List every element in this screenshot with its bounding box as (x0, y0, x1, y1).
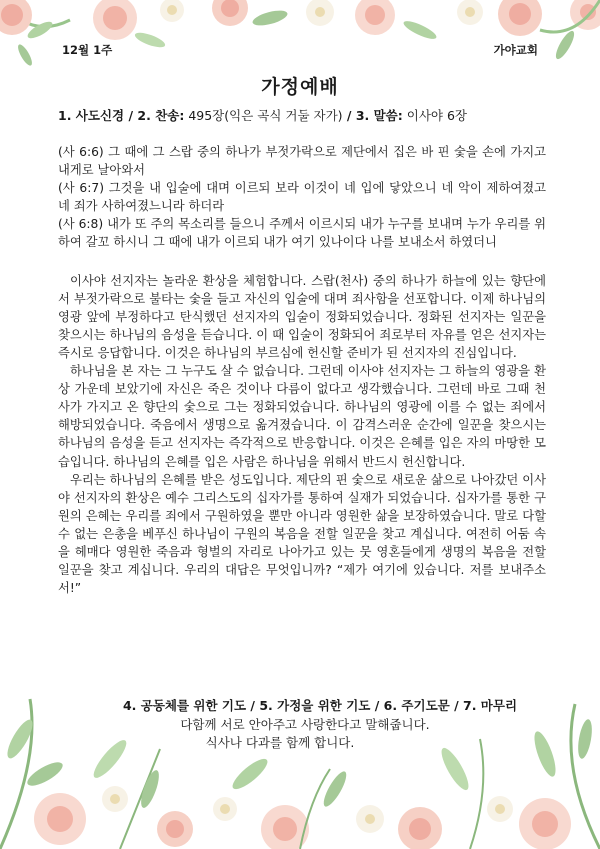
worship-order (58, 106, 548, 124)
closing-order: 4. 공동체를 위한 기도 / 5. 가정을 위한 기도 / 6. 주기도문 / 7. 마무리 (122, 698, 518, 713)
order-item-scripture: 3. 말씀: (355, 108, 403, 123)
header-row (62, 42, 538, 58)
closing-section (0, 697, 600, 753)
sermon-text (58, 272, 546, 598)
verse-8: (사 6:8) 내가 또 주의 목소리를 들으니 주께서 이르시되 내가 누구를 보내며 누가 우리를 위하여 갈꼬 하시니 그 때에 내가 이르되 내가 여기 있나이다 나를 보내소서 하였더니 (58, 217, 546, 250)
scripture-passage: 이사야 6장 (402, 108, 467, 123)
hymn-title: 495장(익은 곡식 거둘 자가) (184, 108, 343, 123)
order-item-creed: 1. 사도신경 (58, 108, 125, 123)
verse-6: (사 6:6) 그 때에 그 스랍 중의 하나가 부젓가락으로 제단에서 집은 바 핀 숯을 손에 가지고 내게로 날아와서 (58, 145, 546, 178)
closing-instruction-hug: 다함께 서로 안아주고 사랑한다고 말해줍니다. (180, 716, 430, 732)
main-content (58, 143, 546, 597)
sermon-paragraph-1: 이사야 선지자는 놀라운 환상을 체험합니다. 스랍(천사) 중의 하나가 하늘에 있는 향단에서 부젓가락으로 불타는 숯을 들고 자신의 입술에 대며 죄사함을 선포합니다. 이제 하나님의 영광 앞에 부정하다고 탄식했던 선지자의 입술이 정화되었습니다. 정화된 선지자는 일꾼을 찾으시는 하나님의 음성을 듣습니다. 이 때 입술이 정화되어 죄로부터 자유를 얻은 선지자는 즉시로 응답합니다. 이것은 하나님의 부르심에 헌신할 준비가 된 선지자의 진심입니다. (58, 273, 546, 360)
order-separator: / (342, 108, 356, 123)
scripture-verses (58, 143, 546, 252)
page-title: 가정예배 (261, 76, 339, 98)
verse-7: (사 6:7) 그것을 내 입술에 대며 이르되 보라 이것이 네 입에 닿았으니 네 악이 제하여졌고 네 죄가 사하여졌느니라 하더라 (58, 181, 546, 214)
order-separator: / (124, 108, 138, 123)
week-label: 12월 1주 (62, 43, 113, 57)
order-item-hymn: 2. 찬송: (137, 108, 185, 123)
sermon-paragraph-2: 하나님을 본 자는 그 누구도 살 수 없습니다. 그런데 이사야 선지자는 그 하늘의 영광을 환상 가운데 보았기에 자신은 죽은 것이나 다름이 없다고 생각했습니다. 그런데 바로 그때 천사가 가지고 온 향단의 숯으로 그는 정화되었습니다. 하나님의 영광에 이를 수 없는 죄에서 해방되었습니다. 죽음에서 생명으로 옮겨졌습니다. 이 감격스러운 순간에 일꾼을 찾으시는 하나님의 음성을 듣고 선지자는 즉각적으로 반응합니다. 이것은 은혜를 입은 자의 마땅한 모습입니다. 하나님의 은혜를 입은 사람은 하나님을 위해서 반드시 헌신합니다. (58, 364, 546, 469)
closing-instruction-meal: 식사나 다과를 함께 합니다. (205, 735, 355, 750)
church-name: 가야교회 (493, 43, 538, 57)
sermon-paragraph-3: 우리는 하나님의 은혜를 받은 성도입니다. 제단의 핀 숯으로 새로운 삶으로 나아갔던 이사야 선지자의 환상은 예수 그리스도의 십자가를 통하여 실재가 되었습니다. 십자가를 통한 구원의 은혜는 우리를 죄에서 구원하였을 뿐만 아니라 영원한 삶을 보장하였습니다. 말로 다할 수 없는 은총을 베푸신 하나님이 구원의 복음을 전할 일꾼을 찾고 계십니다. 여전히 어둠 속을 헤매다 영원한 죽음과 형벌의 자리로 나아가고 있는 뭇 영혼들에게 생명의 복음을 전할 일꾼을 찾고 계십니다. 우리의 대답은 무엇입니까? “제가 여기에 있습니다. 저를 보내주소서!” (58, 472, 546, 596)
